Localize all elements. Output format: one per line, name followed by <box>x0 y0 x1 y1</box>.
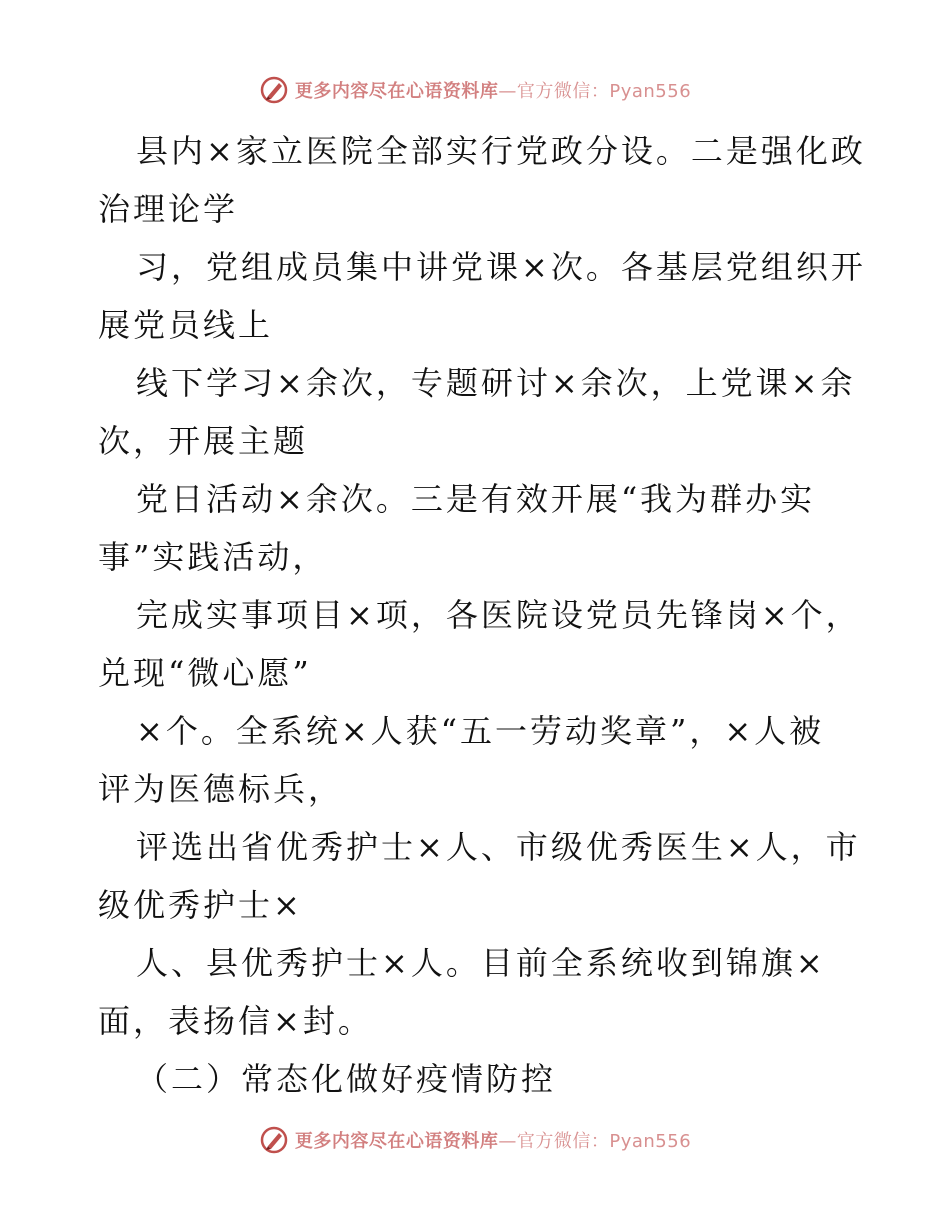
watermark-sub-text: —官方微信：Pyan556 <box>498 81 692 102</box>
section-heading: （二）常态化做好疫情防控 <box>136 1060 557 1098</box>
watermark-footer <box>0 1120 950 1160</box>
paragraph-continuation-line: 评为医德标兵， <box>98 770 344 808</box>
paragraph-first-line: 完成实事项目×项，各医院设党员先锋岗×个， <box>136 596 861 634</box>
paragraph-continuation-line: 级优秀护士× <box>98 886 303 924</box>
paragraph-first-line: 评选出省优秀护士×人、市级优秀医生×人，市 <box>136 828 861 866</box>
paragraph-first-line: 人、县优秀护士×人。目前全系统收到锦旗× <box>136 944 826 982</box>
paragraph <box>98 238 866 354</box>
paragraph-first-line: 习，党组成员集中讲党课×次。各基层党组织开 <box>136 248 866 286</box>
paragraph <box>98 470 858 586</box>
watermark-main-text: 更多内容尽在心语资料库 <box>294 81 499 102</box>
watermark-text <box>295 1127 691 1153</box>
paragraph <box>98 122 866 238</box>
watermark-sub-text: —官方微信：Pyan556 <box>498 1131 692 1152</box>
pen-logo-icon <box>259 75 289 105</box>
paragraph-continuation-line: 展党员线上 <box>98 306 274 344</box>
watermark-header <box>0 70 950 110</box>
paragraph-continuation-line: 治理论学 <box>98 190 239 228</box>
paragraph-first-line: 线下学习×余次，专题研讨×余次，上党课×余 <box>136 364 856 402</box>
paragraph <box>98 702 858 818</box>
paragraph-first-line: 县内×家立医院全部实行党政分设。二是强化政 <box>136 132 866 170</box>
paragraph <box>98 818 861 934</box>
paragraph <box>98 586 861 702</box>
watermark-text <box>295 77 691 103</box>
paragraph-continuation-line: 事”实践活动， <box>98 538 328 576</box>
paragraph-continuation-line: 面，表扬信×封。 <box>98 1002 373 1040</box>
paragraph <box>98 354 858 470</box>
paragraph-continuation-line: 次，开展主题 <box>98 422 309 460</box>
paragraph <box>98 934 858 1050</box>
pen-logo-icon <box>259 1125 289 1155</box>
document-body <box>98 122 866 1108</box>
paragraph-continuation-line: 兑现“微心愿” <box>98 654 312 692</box>
watermark-main-text: 更多内容尽在心语资料库 <box>294 1131 499 1152</box>
paragraph-first-line: 党日活动×余次。三是有效开展“我为群办实 <box>136 480 816 518</box>
paragraph-first-line: ×个。全系统×人获“五一劳动奖章”，×人被 <box>136 712 825 750</box>
